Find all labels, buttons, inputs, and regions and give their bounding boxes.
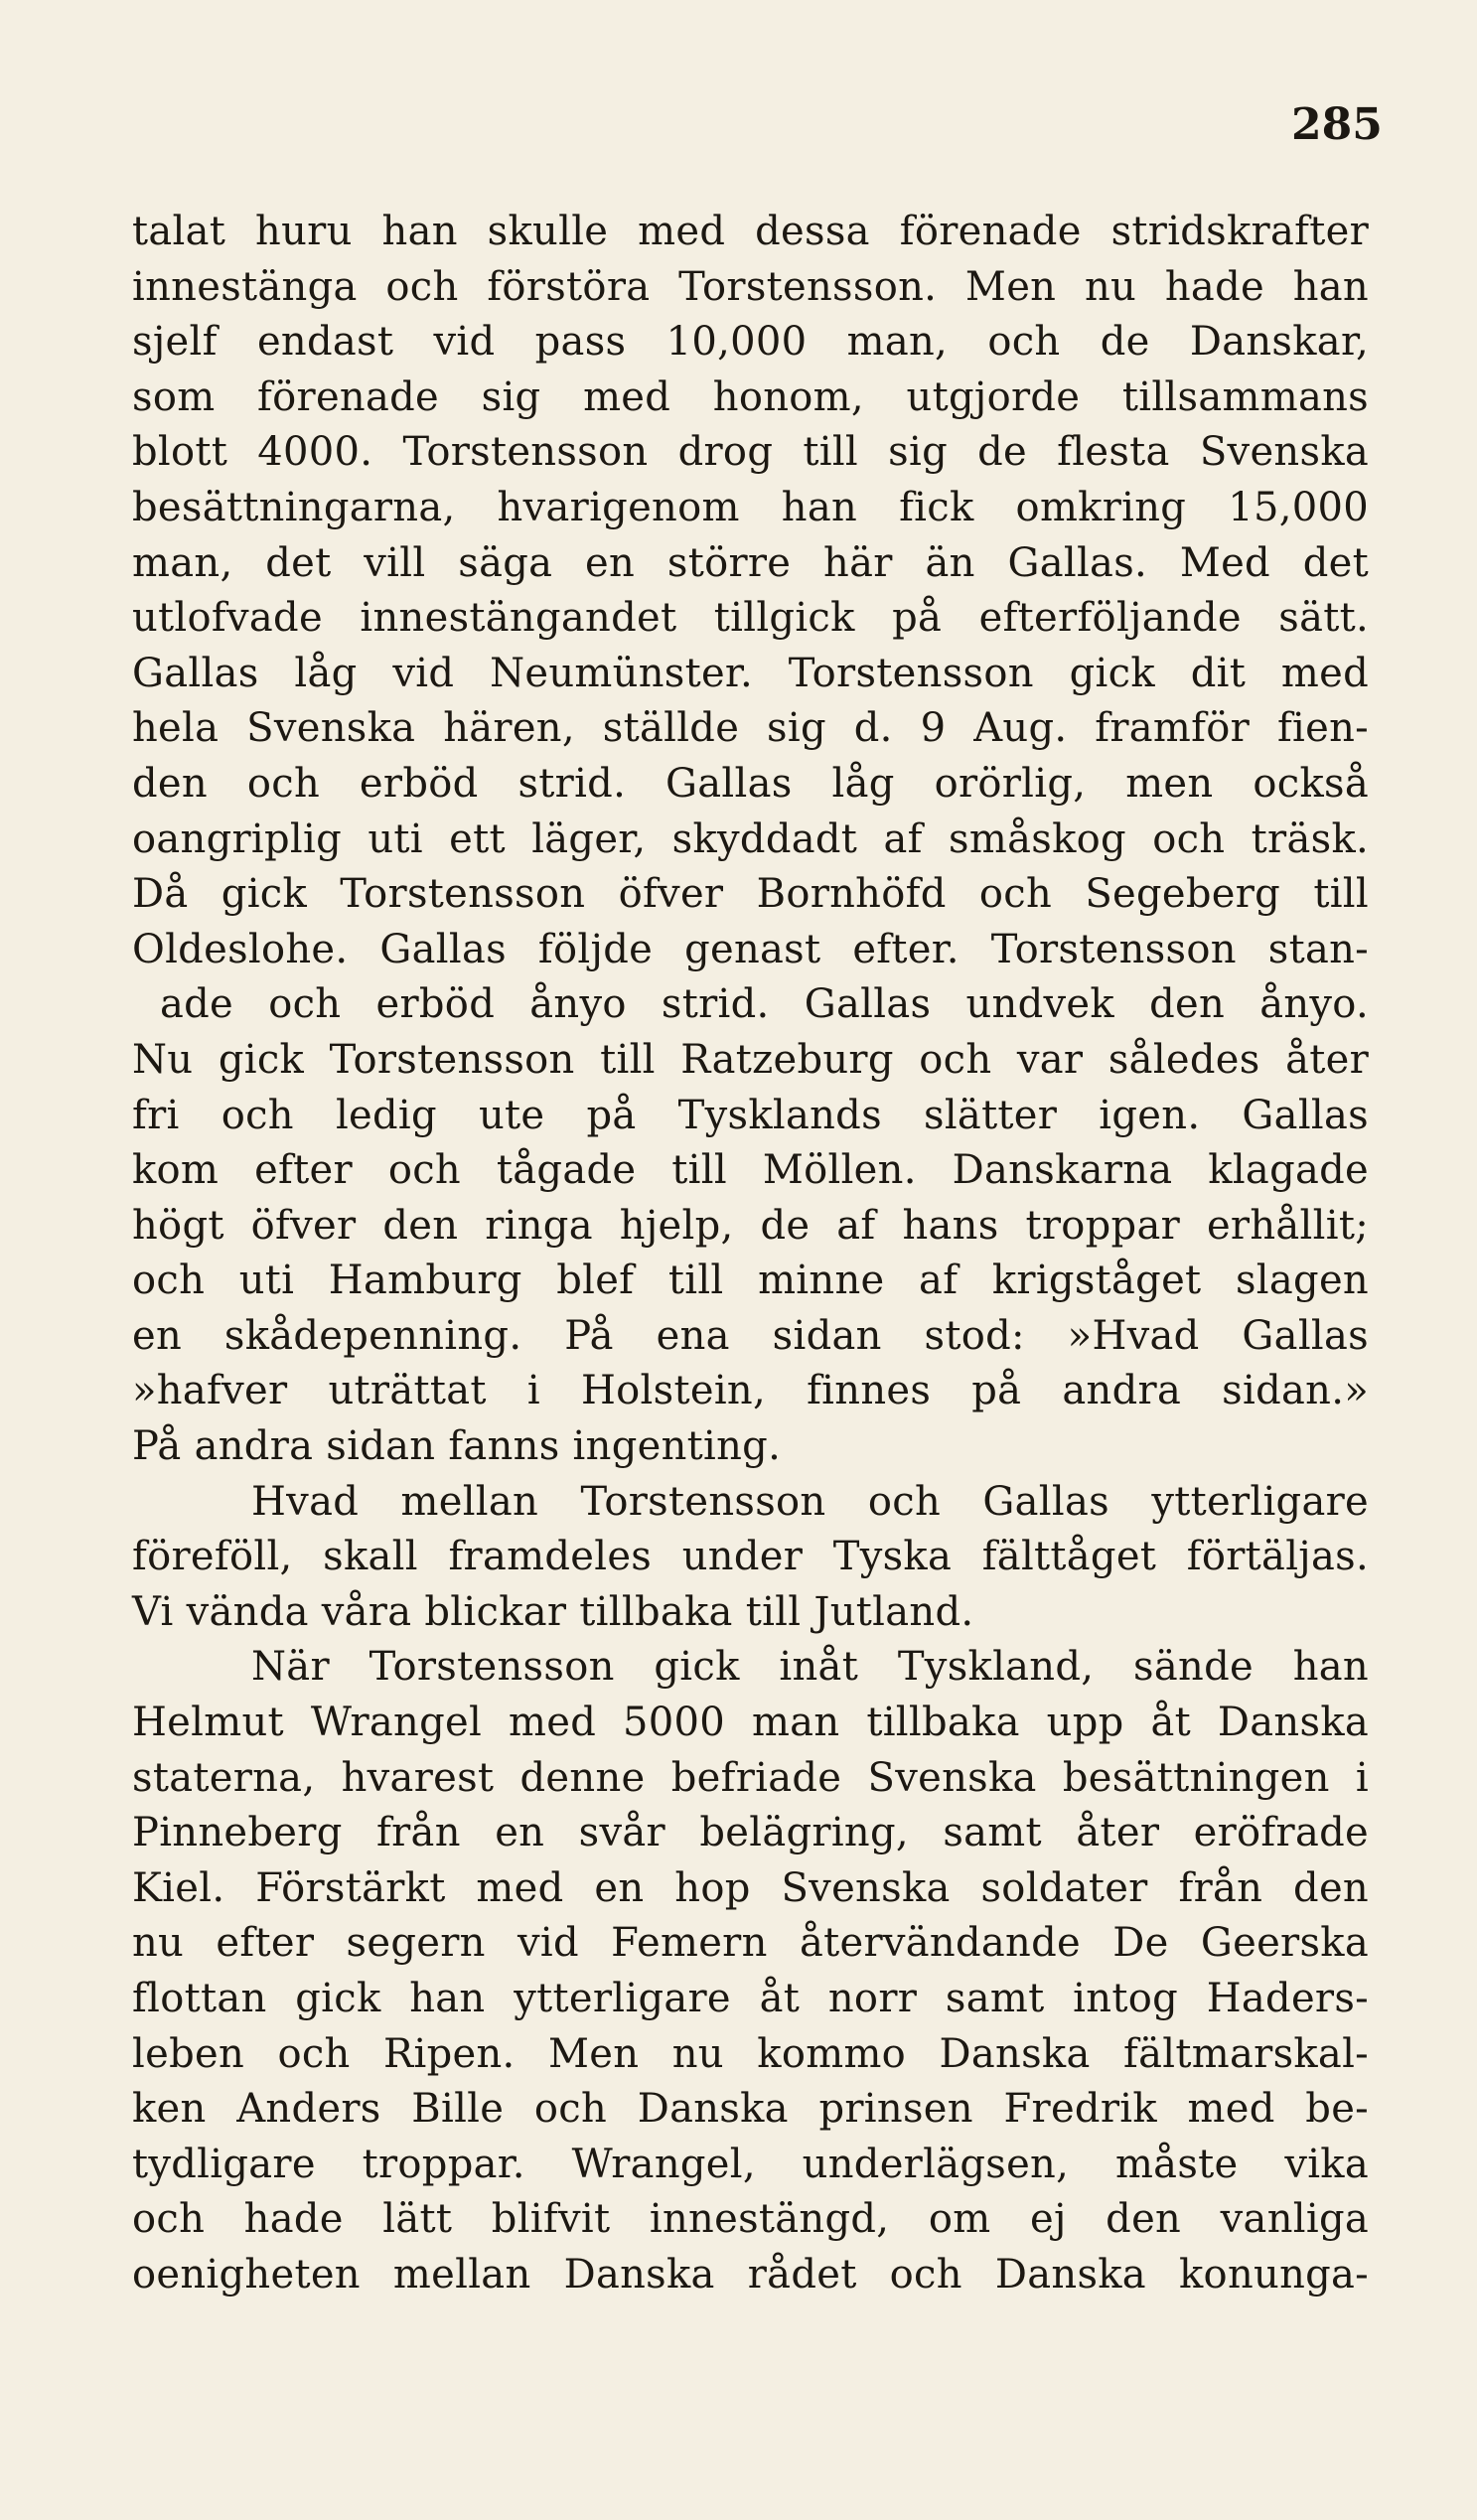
text-line: Nu gick Torstensson till Ratzeburg och var således åter [132,1036,1369,1083]
text-line: och uti Hamburg blef till minne af krigståget slagen [132,1258,1369,1304]
text-line: föreföll, skall framdeles under Tyska fälttåget förtäljas. [132,1534,1369,1580]
text-line: tydligare troppar. Wrangel, underlägsen, måste vika [132,2141,1369,2187]
text-line: talat huru han skulle med dessa förenade stridskrafter [132,209,1369,254]
text-line: ade och erböd ånyo strid. Gallas undvek den ånyo. [160,981,1369,1028]
text-line: fri och ledig ute på Tysklands slätter igen. Gallas [132,1092,1369,1138]
text-line: Gallas låg vid Neumünster. Torstensson gick dit med [132,650,1369,696]
text-line: Kiel. Förstärkt med en hop Svenska soldater från den [132,1864,1369,1911]
text-line: hela Svenska hären, ställde sig d. 9 Aug. framför fien- [132,705,1369,752]
text-line: staterna, hvarest denne befriade Svenska besättningen i [132,1754,1369,1801]
text-line: Hvad mellan Torstensson och Gallas ytterligare [251,1478,1369,1525]
text-line: den och erböd strid. Gallas låg orörlig, men också [132,760,1369,807]
text-line: nu efter segern vid Femern återvändande De Geerska [132,1920,1369,1967]
body-text [132,205,1369,2303]
text-line: På andra sidan fanns ingenting. [132,1423,782,1470]
text-line: kom efter och tågade till Möllen. Danskarna klagade [132,1147,1369,1194]
text-line: besättningarna, hvarigenom han fick omkring 15,000 [132,484,1369,530]
text-line: Vi vända våra blickar tillbaka till Jutland. [132,1588,974,1635]
text-line: När Torstensson gick inåt Tyskland, sände han [251,1644,1369,1691]
text-line: innestänga och förstöra Torstensson. Men nu hade han [132,263,1369,310]
page-number: 285 [1291,99,1383,150]
text-line: oenigheten mellan Danska rådet och Danska konunga- [132,2251,1369,2298]
text-line: utlofvade innestängandet tillgick på efterföljande sätt. [132,595,1369,642]
text-line: ken Anders Bille och Danska prinsen Fredrik med be- [132,2086,1369,2133]
text-line: flottan gick han ytterligare åt norr samt intog Haders- [132,1976,1369,2021]
text-line: som förenade sig med honom, utgjorde tillsammans [132,373,1369,420]
text-line: sjelf endast vid pass 10,000 man, och de Danskar, [132,319,1369,366]
text-line: högt öfver den ringa hjelp, de af hans troppar erhållit; [132,1202,1369,1249]
text-line: oangriplig uti ett läger, skyddadt af småskog och träsk. [132,815,1369,862]
text-line: man, det vill säga en större här än Gallas. Med det [132,539,1369,586]
text-line: leben och Ripen. Men nu kommo Danska fältmarskal- [132,2030,1369,2077]
text-line: blott 4000. Torstensson drog till sig de flesta Svenska [132,429,1369,476]
text-line: »hafver uträttat i Holstein, finnes på andra sidan.» [132,1368,1369,1414]
text-line: och hade lätt blifvit innestängd, om ej den vanliga [132,2196,1369,2243]
text-line: en skådepenning. På ena sidan stod: »Hvad Gallas [132,1312,1369,1359]
text-line: Helmut Wrangel med 5000 man tillbaka upp åt Danska [132,1700,1369,1746]
text-line: Oldeslohe. Gallas följde genast efter. Torstensson stan- [132,926,1369,972]
text-line: Pinneberg från en svår belägring, samt åter eröfrade [132,1810,1369,1856]
text-line: Då gick Torstensson öfver Bornhöfd och Segeberg till [132,871,1369,918]
